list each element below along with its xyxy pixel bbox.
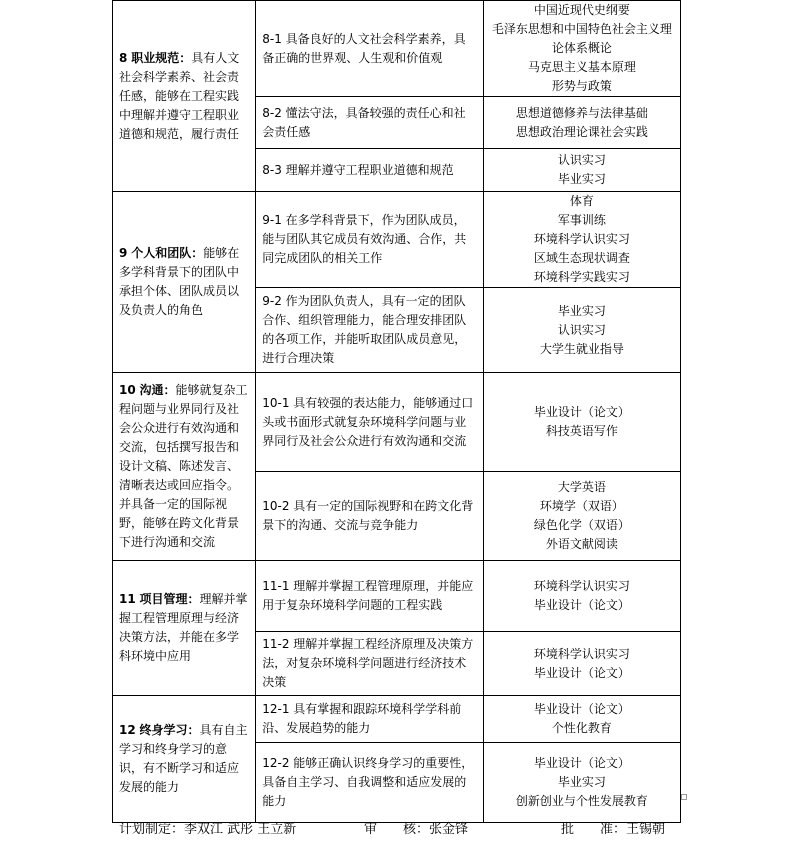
indicator-cell: 12-2 能够正确认识终身学习的重要性，具备自主学习、自我调整和适应发展的能力 bbox=[256, 743, 483, 823]
indicator-cell: 9-2 作为团队负责人，具有一定的团队合作、组织管理能力，能合理安排团队的各项工作，并能听取团队成员意见，进行合理决策 bbox=[256, 288, 483, 373]
requirement-cell: 12 终身学习：具有自主学习和终身学习的意识，有不断学习和适应发展的能力 bbox=[113, 696, 256, 823]
indicator-cell: 10-2 具有一定的国际视野和在跨文化背景下的沟通、交流与竞争能力 bbox=[256, 472, 483, 561]
approver-name: 王锡朝 bbox=[626, 822, 666, 837]
table-row bbox=[113, 1, 681, 97]
planner-label: 计划制定： bbox=[119, 822, 185, 837]
requirement-cell: 10 沟通：能够就复杂工程问题与业界同行及社会公众进行有效沟通和交流，包括撰写报告和设计文稿、陈述发言、清晰表达或回应指令。并具备一定的国际视野，能够在跨文化背景下进行沟通和交流 bbox=[113, 373, 256, 561]
planner-signature bbox=[119, 820, 296, 840]
course-cell: 环境科学认识实习 毕业设计（论文） bbox=[483, 632, 680, 696]
indicator-cell: 9-1 在多学科背景下，作为团队成员，能与团队其它成员有效沟通、合作，共同完成团队的相关工作 bbox=[256, 192, 483, 288]
course-cell: 认识实习 毕业实习 bbox=[483, 149, 680, 192]
course-cell: 毕业实习 认识实习 大学生就业指导 bbox=[483, 288, 680, 373]
approver-label: 批 准： bbox=[561, 822, 627, 837]
table-row bbox=[113, 561, 681, 632]
reviewer-signature bbox=[364, 820, 468, 840]
planner-names: 李双江 武彤 王立新 bbox=[184, 822, 297, 837]
graduation-requirements-table bbox=[112, 0, 681, 823]
indicator-cell: 8-1 具备良好的人文社会科学素养，具备正确的世界观、人生观和价值观 bbox=[256, 1, 483, 97]
indicator-cell: 10-1 具有较强的表达能力，能够通过口头或书面形式就复杂环境科学问题与业界同行及社会公众进行有效沟通和交流 bbox=[256, 373, 483, 472]
reviewer-label: 审 核： bbox=[364, 822, 430, 837]
requirement-cell: 8 职业规范：具有人文社会科学素养、社会责任感，能够在工程实践中理解并遵守工程职业道德和规范，履行责任 bbox=[113, 1, 256, 192]
approver-signature bbox=[561, 820, 665, 840]
table-row bbox=[113, 373, 681, 472]
indicator-cell: 11-1 理解并掌握工程管理原理，并能应用于复杂环境科学问题的工程实践 bbox=[256, 561, 483, 632]
table-row bbox=[113, 696, 681, 743]
reviewer-name: 张金锋 bbox=[429, 822, 469, 837]
course-cell: 毕业设计（论文） 个性化教育 bbox=[483, 696, 680, 743]
indicator-cell: 11-2 理解并掌握工程经济原理及决策方法，对复杂环境科学问题进行经济技术决策 bbox=[256, 632, 483, 696]
requirement-cell: 11 项目管理：理解并掌握工程管理原理与经济决策方法，并能在多学科环境中应用 bbox=[113, 561, 256, 696]
course-cell: 毕业设计（论文） 科技英语写作 bbox=[483, 373, 680, 472]
requirement-cell: 9 个人和团队：能够在多学科背景下的团队中承担个体、团队成员以及负责人的角色 bbox=[113, 192, 256, 373]
course-cell: 思想道德修养与法律基础 思想政治理论课社会实践 bbox=[483, 97, 680, 149]
indicator-cell: 12-1 具有掌握和跟踪环境科学学科前沿、发展趋势的能力 bbox=[256, 696, 483, 743]
course-cell: 环境科学认识实习 毕业设计（论文） bbox=[483, 561, 680, 632]
course-cell: 中国近现代史纲要 毛泽东思想和中国特色社会主义理 论体系概论 马克思主义基本原理 形势与政策 bbox=[483, 1, 680, 97]
course-cell: 大学英语 环境学（双语） 绿色化学（双语） 外语文献阅读 bbox=[483, 472, 680, 561]
course-cell: 体育 军事训练 环境科学认识实习 区域生态现状调查 环境科学实践实习 bbox=[483, 192, 680, 288]
indicator-cell: 8-3 理解并遵守工程职业道德和规范 bbox=[256, 149, 483, 192]
indicator-cell: 8-2 懂法守法，具备较强的责任心和社会责任感 bbox=[256, 97, 483, 149]
table-row bbox=[113, 192, 681, 288]
course-cell: 毕业设计（论文） 毕业实习 创新创业与个性发展教育 bbox=[483, 743, 680, 823]
paragraph-end-marker bbox=[681, 794, 687, 800]
